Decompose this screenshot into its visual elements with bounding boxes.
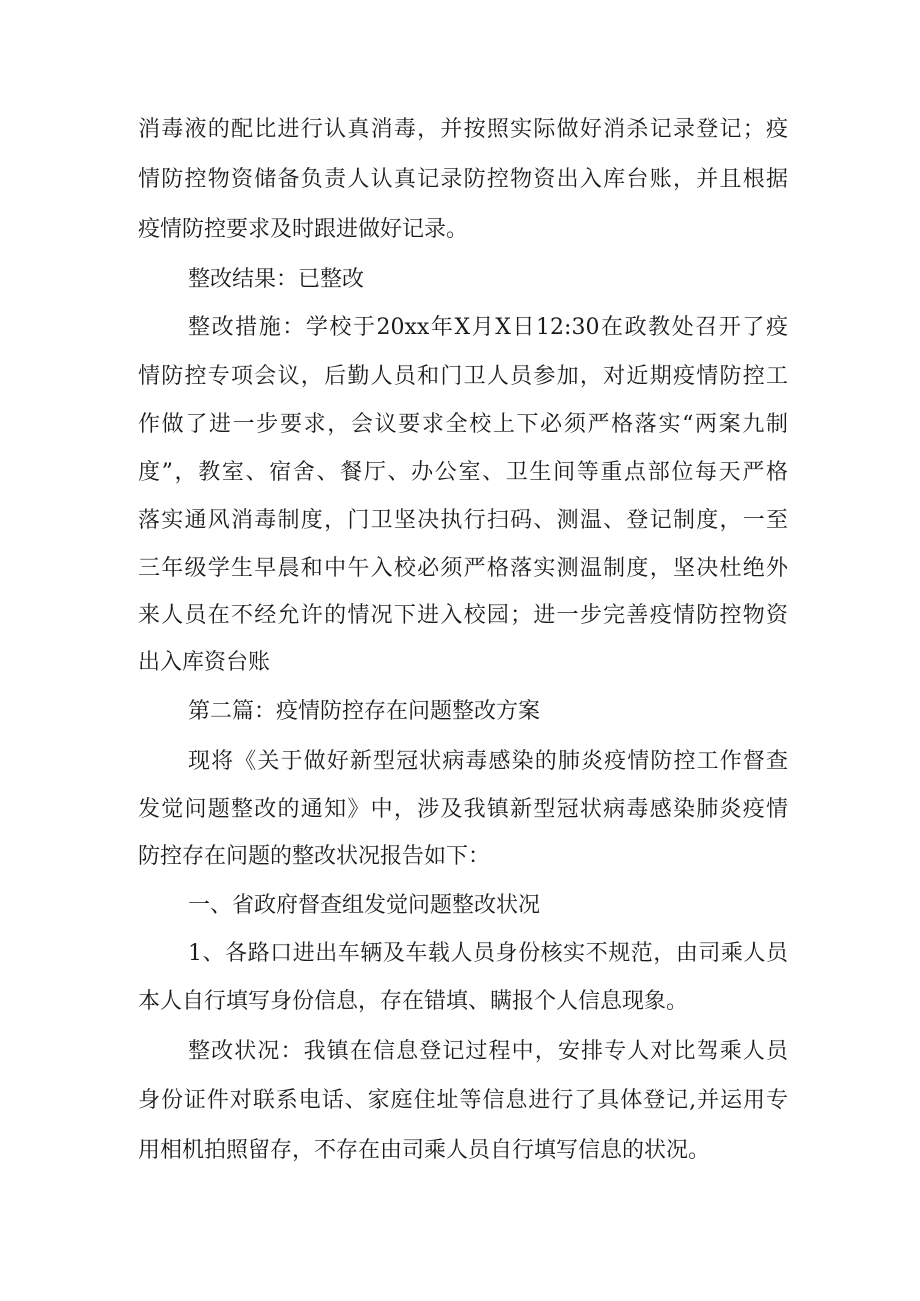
text-line: 用相机拍照留存，不存在由司乘人员自行填写信息的状况。 xyxy=(138,1138,711,1163)
text-line: 身份证件对联系电话、家庭住址等信息进行了具体登记,并运用专 xyxy=(138,1088,788,1113)
text-line: 情防控物资储备负责人认真记录防控物资出入库台账，并且根据 xyxy=(138,167,788,192)
text-line: 作做了进一步要求，会议要求全校上下必须严格落实“两案九制 xyxy=(138,412,788,437)
text-line: 疫情防控要求及时跟进做好记录。 xyxy=(138,217,469,242)
text-line: 现将《关于做好新型冠状病毒感染的肺炎疫情防控工作督查 xyxy=(188,749,788,774)
text-line: 防控存在问题的整改状况报告如下： xyxy=(138,844,491,869)
text-line: 1、各路口进出车辆及车载人员身份核实不规范，由司乘人员 xyxy=(188,941,788,966)
text-line: 出入库资台账 xyxy=(138,650,271,675)
subsection-heading: 一、省政府督查组发觉问题整改状况 xyxy=(188,893,541,918)
text-line: 来人员在不经允许的情况下进入校园；进一步完善疫情防控物资 xyxy=(138,603,788,628)
text-line: 整改措施：学校于20xx年X月X日12:30在政教处召开了疫 xyxy=(188,315,788,340)
text-line: 消毒液的配比进行认真消毒，并按照实际做好消杀记录登记；疫 xyxy=(138,117,788,142)
section-heading: 第二篇：疫情防控存在问题整改方案 xyxy=(188,699,541,724)
text-line: 三年级学生早晨和中午入校必须严格落实测温制度，坚决杜绝外 xyxy=(138,556,788,581)
text-line: 本人自行填写身份信息，存在错填、瞒报个人信息现象。 xyxy=(138,989,689,1014)
text-line: 落实通风消毒制度，门卫坚决执行扫码、测温、登记制度，一至 xyxy=(138,508,788,533)
text-line: 度”，教室、宿舍、餐厅、办公室、卫生间等重点部位每天严格 xyxy=(138,460,788,485)
text-line: 情防控专项会议，后勤人员和门卫人员参加，对近期疫情防控工 xyxy=(138,364,788,389)
text-line: 整改状况：我镇在信息登记过程中，安排专人对比驾乘人员 xyxy=(188,1039,788,1064)
text-line: 发觉问题整改的通知》中，涉及我镇新型冠状病毒感染肺炎疫情 xyxy=(138,797,788,822)
text-line: 整改结果：已整改 xyxy=(188,267,365,292)
